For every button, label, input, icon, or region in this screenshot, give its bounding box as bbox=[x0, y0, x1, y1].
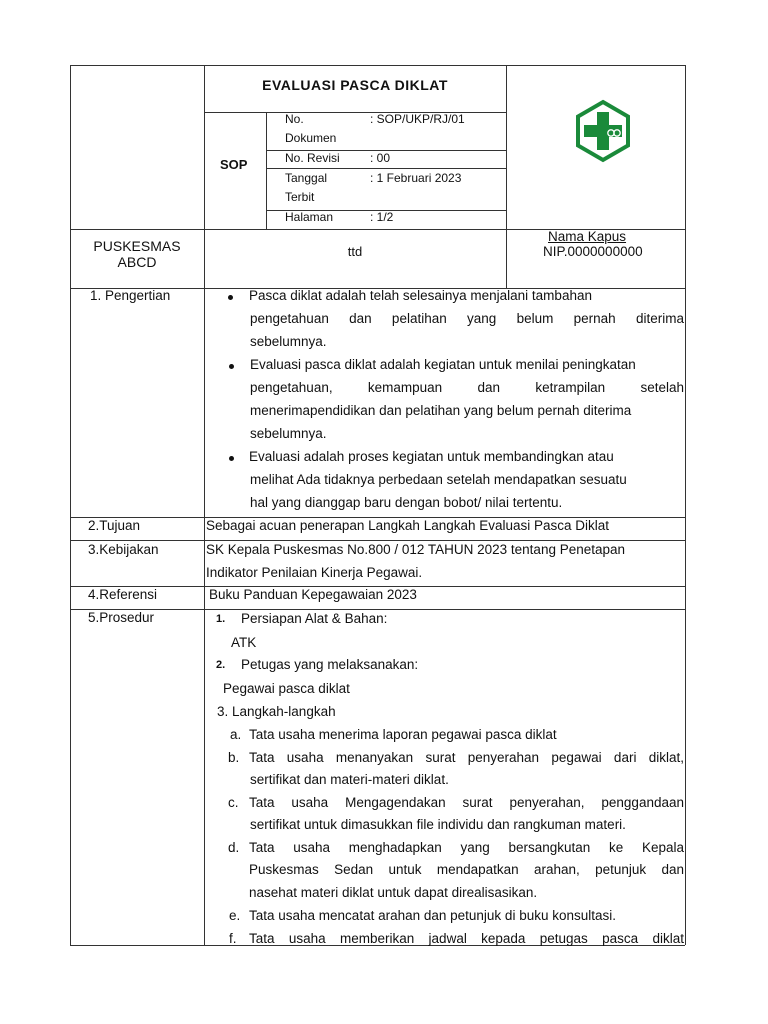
step-a-marker: a. bbox=[230, 727, 242, 742]
prosedur-item-3: 3. Langkah-langkah bbox=[217, 704, 336, 719]
step-a-line1: Tata usaha menerima laporan pegawai pasca diklat bbox=[249, 727, 557, 742]
step-d-line2: Puskesmas Sedan untuk mendapatkan arahan, petunjuk dan bbox=[249, 862, 684, 877]
org-name-line1: PUSKESMAS bbox=[93, 238, 181, 254]
prosedur-item-1: Persiapan Alat & Bahan: bbox=[241, 611, 388, 626]
step-b-line2: sertifikat dan materi-materi diklat. bbox=[250, 772, 449, 787]
meta-doc-number-label-1: No. bbox=[285, 112, 304, 126]
step-d-marker: d. bbox=[228, 840, 240, 855]
pengertian-b1-line2: pengetahuan dan pelatihan yang belum pernah diterima bbox=[250, 311, 684, 326]
pengertian-b1-line1: Pasca diklat adalah telah selesainya menjalani tambahan bbox=[249, 288, 592, 303]
step-c-marker: c. bbox=[228, 795, 239, 810]
tujuan-text: Sebagai acuan penerapan Langkah Langkah Evaluasi Pasca Diklat bbox=[206, 518, 610, 533]
bullet-icon bbox=[229, 364, 234, 369]
prosedur-item-1-sub: ATK bbox=[231, 635, 257, 650]
head-nip: NIP.0000000000 bbox=[543, 244, 643, 259]
org-name-line2: ABCD bbox=[117, 254, 157, 270]
kebijakan-line2: Indikator Penilaian Kinerja Pegawai. bbox=[206, 565, 423, 580]
meta-revision-value: : 00 bbox=[370, 151, 391, 165]
bullet-icon bbox=[228, 295, 233, 300]
section-label-kebijakan: 3.Kebijakan bbox=[88, 542, 159, 557]
pengertian-b2-line3: menerimapendidikan dan pelatihan yang belum pernah diterima bbox=[250, 403, 632, 418]
prosedur-number-1: 1. bbox=[216, 613, 226, 625]
section-label-pengertian: 1. Pengertian bbox=[90, 288, 171, 303]
pengertian-b3-line3: hal yang dianggap baru dengan bobot/ nilai tertentu. bbox=[250, 495, 563, 510]
step-f-line1: Tata usaha memberikan jadwal kepada petugas pasca diklat bbox=[249, 931, 684, 946]
meta-date-label-1: Tanggal bbox=[285, 171, 328, 185]
section-label-prosedur: 5.Prosedur bbox=[88, 610, 155, 625]
step-b-marker: b. bbox=[228, 750, 240, 765]
meta-page-label: Halaman bbox=[285, 210, 334, 224]
step-c-line1: Tata usaha Mengagendakan surat penyerahan, penggandaan bbox=[249, 795, 684, 810]
kebijakan-line1: SK Kepala Puskesmas No.800 / 012 TAHUN 2023 tentang Penetapan bbox=[206, 542, 626, 557]
pengertian-b2-line2: pengetahuan, kemampuan dan ketrampilan setelah bbox=[250, 380, 684, 395]
pengertian-b1-line3: sebelumnya. bbox=[250, 334, 327, 349]
bullet-icon bbox=[229, 456, 234, 461]
step-c-line2: sertifikat untuk dimasukkan file individu dan rangkuman materi. bbox=[250, 817, 626, 832]
meta-date-value: : 1 Februari 2023 bbox=[370, 171, 462, 185]
meta-doc-number-value: : SOP/UKP/RJ/01 bbox=[370, 112, 465, 126]
meta-page-value: : 1/2 bbox=[370, 210, 394, 224]
pengertian-b2-line4: sebelumnya. bbox=[250, 426, 327, 441]
prosedur-item-2: Petugas yang melaksanakan: bbox=[241, 657, 419, 672]
pengertian-b3-line2: melihat Ada tidaknya perbedaan setelah mendapatkan sesuatu bbox=[250, 472, 627, 487]
prosedur-item-2-sub: Pegawai pasca diklat bbox=[223, 681, 350, 696]
meta-doc-number-label-2: Dokumen bbox=[285, 131, 337, 145]
referensi-text: Buku Panduan Kepegawaian 2023 bbox=[209, 587, 417, 602]
step-e-line1: Tata usaha mencatat arahan dan petunjuk di buku konsultasi. bbox=[249, 908, 616, 923]
step-d-line3: nasehat materi diklat untuk dapat direalisasikan. bbox=[249, 885, 538, 900]
step-e-marker: e. bbox=[229, 908, 241, 923]
document-title: EVALUASI PASCA DIKLAT bbox=[262, 77, 448, 93]
pengertian-b3-line1: Evaluasi adalah proses kegiatan untuk membandingkan atau bbox=[249, 449, 614, 464]
head-name: Nama Kapus bbox=[548, 229, 627, 244]
pengertian-b2-line1: Evaluasi pasca diklat adalah kegiatan untuk menilai peningkatan bbox=[250, 357, 636, 372]
step-d-line1: Tata usaha menghadapkan yang bersangkutan ke Kepala bbox=[249, 840, 684, 855]
sop-label: SOP bbox=[220, 157, 248, 172]
signature-ttd: ttd bbox=[347, 244, 363, 259]
meta-date-label-2: Terbit bbox=[285, 190, 315, 204]
section-label-referensi: 4.Referensi bbox=[88, 587, 158, 602]
step-f-marker: f. bbox=[229, 931, 237, 946]
step-b-line1: Tata usaha menanyakan surat penyerahan pegawai dari diklat, bbox=[249, 750, 684, 765]
prosedur-number-2: 2. bbox=[216, 659, 226, 671]
meta-revision-label: No. Revisi bbox=[285, 151, 340, 165]
section-label-tujuan: 2.Tujuan bbox=[88, 518, 141, 533]
puskesmas-logo-icon bbox=[571, 99, 635, 163]
